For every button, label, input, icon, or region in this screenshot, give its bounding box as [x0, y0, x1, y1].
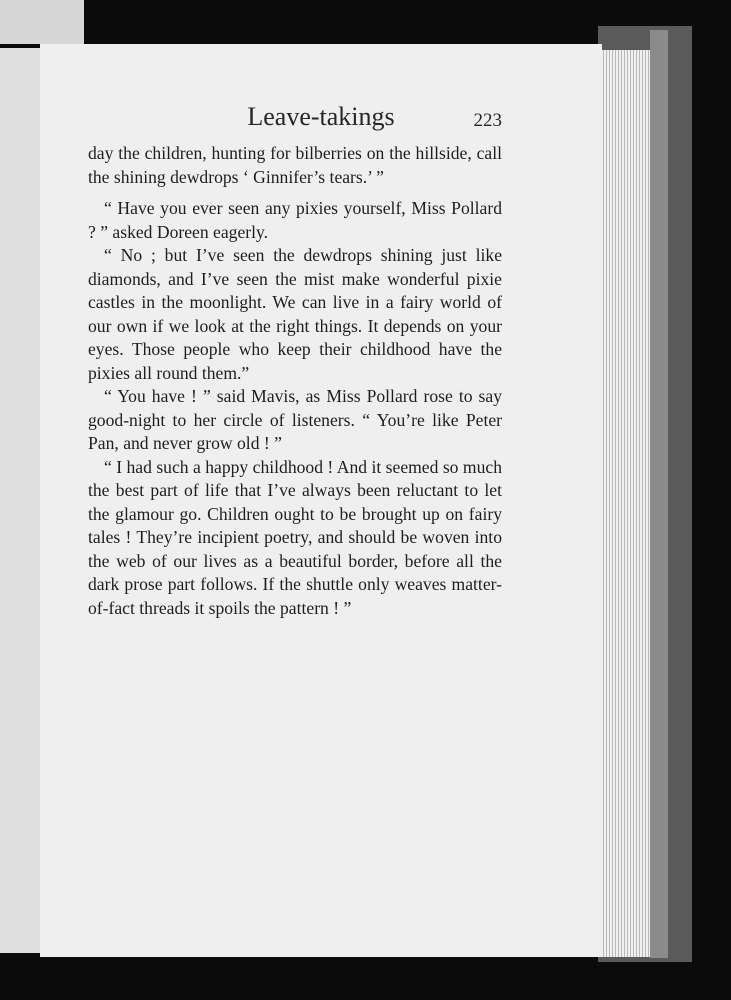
paragraph: day the children, hunting for bilberries on the hillside, call the shining dewdrops ‘ Ginnifer’s tears.’ ” — [88, 143, 502, 187]
paragraph: “ You have ! ” said Mavis, as Miss Pollard rose to say good-night to her circle of listeners. “ You’re like Peter Pan, and never grow old ! ” — [88, 386, 502, 453]
chapter-title: Leave-takings — [247, 102, 395, 131]
paragraph: “ I had such a happy childhood ! And it seemed so much the best part of life that I’ve always been reluctant to let the glamour go. Children ought to be brought up on fairy tales ! They’re incipient poetry, and should be woven into the web of our lives as a beautiful border, before all the dark prose part follows. If the shuttle only weaves matter-of-fact threads it spoils the pattern ! ” — [88, 456, 502, 618]
book-page — [40, 44, 602, 957]
left-cover-strip — [0, 0, 84, 44]
book-cover-edge — [650, 30, 668, 958]
body-text — [88, 142, 502, 620]
page-stack-edges — [598, 50, 650, 957]
running-head — [40, 100, 602, 136]
paragraph: “ Have you ever seen any pixies yourself, Miss Pollard ? ” asked Doreen eagerly. — [88, 198, 502, 242]
page-number: 223 — [473, 110, 502, 131]
left-page-edge — [0, 48, 42, 953]
paragraph: “ No ; but I’ve seen the dewdrops shining just like diamonds, and I’ve seen the mist make wonderful pixie castles in the moonlight. We can live in a fairy world of our own if we look at the right things. It depends on your eyes. Those people who keep their childhood have the pixies all round them.” — [88, 245, 502, 383]
